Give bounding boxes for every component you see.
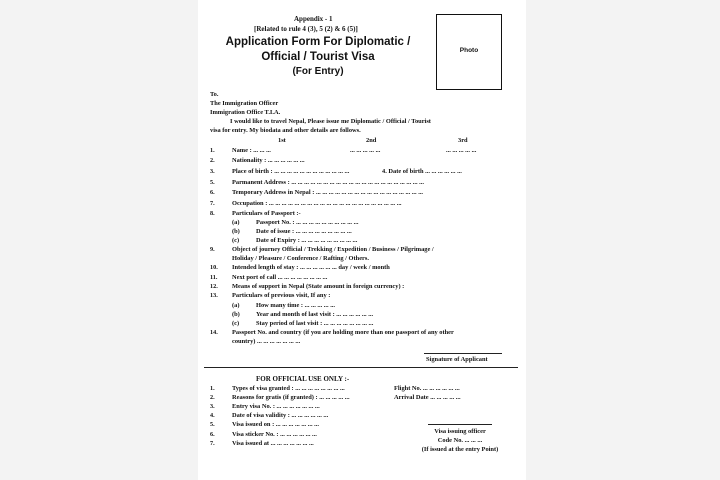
form-title-line1: Application Form For Diplomatic /: [225, 36, 411, 48]
field-num: 9.: [210, 246, 215, 253]
field-num: 12.: [210, 283, 218, 290]
date-of-expiry-field[interactable]: Date of Expiry : ... ... ... ... ... ... ... ... ...: [256, 237, 358, 244]
official-num: 2.: [210, 394, 215, 401]
signature-label: Signature of Applicant: [426, 356, 488, 363]
office-line: Immigration Office T.I.A.: [210, 109, 281, 116]
name-col-2nd: 2nd: [366, 137, 377, 144]
entry-point-label: (If issued at the entry Point): [421, 446, 499, 453]
photo-label: Photo: [459, 47, 479, 54]
nationality-field[interactable]: Nationality : ... ... ... ... ... ...: [232, 157, 305, 164]
field-num: 1.: [210, 147, 215, 154]
other-passport-field[interactable]: Passport No. and country (if you are holding more than one passport of any other: [232, 329, 454, 336]
means-of-support-field[interactable]: Means of support in Nepal (State amount in foreign currency) :: [232, 283, 405, 290]
gratis-reason-field[interactable]: Reasons for gratis (if granted) : ... ... ... ... ...: [232, 394, 350, 401]
section-divider: [204, 367, 518, 368]
stay-period-field[interactable]: Stay period of last visit : ... ... ... ... ... ... ... ...: [256, 320, 374, 327]
field-num: 2.: [210, 157, 215, 164]
name-col-1st: 1st: [278, 137, 286, 144]
name-field[interactable]: Name : ... ... ...: [232, 147, 271, 154]
field-num: 13.: [210, 292, 218, 299]
permanent-address-field[interactable]: Parmanent Address : ... ... ... ... ... ... ... ... ... ... ... ... ... ... ... ... ... ... ... ... ...: [232, 179, 424, 186]
officer-line: The Immigration Officer: [210, 100, 279, 107]
request-line2: visa for entry. My biodata and other details are follows.: [210, 127, 361, 134]
sub-label: (c): [232, 237, 240, 244]
field-num: 5.: [210, 179, 215, 186]
place-of-birth-field[interactable]: Place of birth : ... ... ... ... ... ... ... ... ... ... ... ...: [232, 168, 350, 175]
official-num: 3.: [210, 403, 215, 410]
sub-label: (a): [232, 302, 240, 309]
next-port-field[interactable]: Next port of call ... ... ... ... ... ... ... ...: [232, 274, 328, 281]
name-field-3rd[interactable]: ... ... ... ... ...: [446, 147, 477, 154]
issuing-officer-label: Visa issuing officer: [434, 428, 486, 435]
temporary-address-field[interactable]: Temporary Address in Nepal : ... ... ... ... ... ... ... ... ... ... ... ... ... ... ... ... ...: [232, 189, 424, 196]
object-of-journey-line2[interactable]: Holiday / Pleasure / Conference / Rafting / Others.: [232, 255, 369, 262]
officer-signature-line: [428, 424, 492, 425]
field-num: 8.: [210, 210, 215, 217]
official-num: 5.: [210, 421, 215, 428]
official-num: 1.: [210, 385, 215, 392]
date-of-issue-field[interactable]: Date of issue : ... ... ... ... ... ... ... ... ...: [256, 228, 352, 235]
visa-issued-at-field[interactable]: Visa issued at ... ... ... ... ... ... ...: [232, 440, 314, 447]
form-title-line3: (For Entry): [292, 66, 344, 77]
visa-type-field[interactable]: Types of visa granted : ... ... ... ... ... ... ... ...: [232, 385, 345, 392]
appendix-label: Appendix - 1: [294, 15, 333, 23]
object-of-journey-field[interactable]: Object of journey Official / Trekking / Expedition / Business / Pilgrimage /: [232, 246, 434, 253]
date-of-birth-field[interactable]: 4. Date of birth ... ... ... ... ... ...: [382, 168, 462, 175]
official-use-heading: FOR OFFICIAL USE ONLY :-: [256, 375, 350, 383]
length-of-stay-field[interactable]: Intended length of stay : ... ... ... ... ... ... day / week / month: [232, 264, 390, 271]
request-line1: I would like to travel Nepal, Please issue me Diplomatic / Official / Tourist: [230, 118, 431, 125]
field-num: 7.: [210, 200, 215, 207]
visa-sticker-field[interactable]: Visa sticker No. : ... ... ... ... ... ...: [232, 431, 317, 438]
official-num: 6.: [210, 431, 215, 438]
field-num: 14.: [210, 329, 218, 336]
photo-box[interactable]: [436, 14, 502, 90]
form-title-line2: Official / Tourist Visa: [261, 51, 375, 63]
rule-reference: [Related to rule 4 (3), 5 (2) & 6 (5)]: [254, 25, 358, 33]
previous-visit-heading: Particulars of previous visit, If any :: [232, 292, 331, 299]
sub-label: (c): [232, 320, 240, 327]
sub-label: (a): [232, 219, 240, 226]
field-num: 6.: [210, 189, 215, 196]
name-field-2nd[interactable]: ... ... ... ... ...: [350, 147, 381, 154]
how-many-times-field[interactable]: How many time : ... ... ... ... ...: [256, 302, 335, 309]
sub-label: (b): [232, 228, 240, 235]
entry-visa-no-field[interactable]: Entry visa No. : ... ... ... ... ... ... ...: [232, 403, 320, 410]
last-visit-field[interactable]: Year and month of last visit : ... ... ... ... ... ...: [256, 311, 374, 318]
field-num: 10.: [210, 264, 218, 271]
code-no-label: Code No. ... ... ...: [437, 437, 483, 444]
occupation-field[interactable]: Occupation : ... ... ... ... ... ... ... ... ... ... ... ... ... ... ... ... ... ... ... ... ...: [232, 200, 402, 207]
sub-label: (b): [232, 311, 240, 318]
official-num: 7.: [210, 440, 215, 447]
flight-no-field[interactable]: Flight No. ... ... ... ... ... ...: [394, 385, 460, 392]
passport-particulars-heading: Particulars of Passport :-: [232, 210, 301, 217]
signature-line: [424, 353, 502, 354]
field-num: 3.: [210, 168, 215, 175]
visa-issued-on-field[interactable]: Visa issued on : ... ... ... ... ... ... ...: [232, 421, 319, 428]
official-num: 4.: [210, 412, 215, 419]
to-line: To.: [210, 91, 219, 98]
passport-no-field[interactable]: Passport No. : ... ... ... ... ... ... ... ... ... ...: [256, 219, 359, 226]
other-passport-line2[interactable]: country) ... ... ... ... ... ... ...: [232, 338, 301, 345]
field-num: 11.: [210, 274, 218, 281]
arrival-date-field[interactable]: Arrival Date ... ... ... ... ...: [394, 394, 461, 401]
visa-validity-field[interactable]: Date of visa validity : ... ... ... ... ... ...: [232, 412, 329, 419]
name-col-3rd: 3rd: [458, 137, 468, 144]
